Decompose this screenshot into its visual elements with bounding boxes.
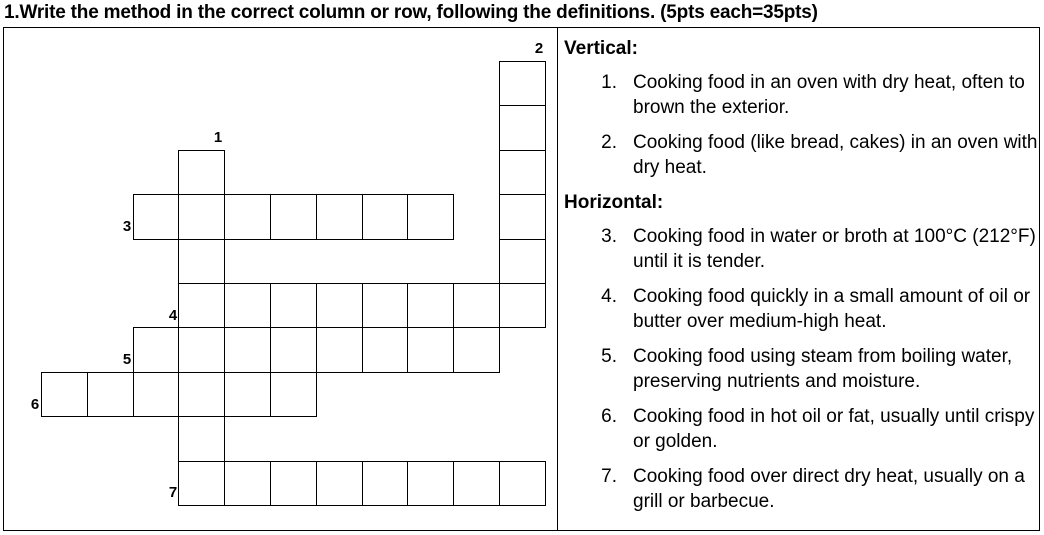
clue-text: Cooking food in water or broth at 100°C (212°F) until it is tender. [633,226,1036,272]
crossword-cell[interactable] [178,372,225,417]
clue-horizontal-7 [564,464,1038,514]
crossword-cell[interactable] [270,372,317,417]
clue-vertical-1 [564,70,1038,120]
clue-horizontal-5 [564,344,1038,394]
crossword-cell[interactable] [133,194,180,239]
clue-horizontal-6 [564,404,1038,454]
clue-text: Cooking food quickly in a small amount of oil or butter over medium-high heat. [633,286,1031,332]
clue-number: 6. [601,406,617,427]
crossword-cell[interactable] [178,194,225,239]
crossword-cell[interactable] [499,283,546,328]
clue-number: 5. [601,346,617,367]
crossword-cell[interactable] [178,150,225,195]
clue-number: 2. [601,132,617,153]
crossword-cell[interactable] [499,461,546,506]
clue-number: 3. [601,226,617,247]
crossword-cell[interactable] [499,150,546,195]
crossword-cell[interactable] [224,283,271,328]
column-divider [557,27,558,531]
crossword-cell[interactable] [224,194,271,239]
crossword-cell[interactable] [499,61,546,106]
crossword-cell[interactable] [133,372,180,417]
clue-horizontal-3 [564,224,1038,274]
crossword-cell[interactable] [316,327,363,372]
crossword-cell[interactable] [316,461,363,506]
clue-number: 7. [601,466,617,487]
clue-text: Cooking food using steam from boiling water, preserving nutrients and moisture. [633,346,1013,392]
clue-vertical-2 [564,130,1038,180]
crossword-cell[interactable] [499,239,546,284]
crossword-cell[interactable] [499,105,546,150]
clue-number: 1. [601,72,617,93]
crossword-cell[interactable] [362,194,409,239]
crossword-cell[interactable] [407,327,454,372]
grid-number-7: 7 [168,484,178,501]
crossword-cell[interactable] [407,461,454,506]
grid-number-1: 1 [213,129,223,146]
crossword-cell[interactable] [453,327,500,372]
crossword-cell[interactable] [407,283,454,328]
crossword-cell[interactable] [316,283,363,328]
crossword-cell[interactable] [87,372,134,417]
vertical-heading: Vertical: [564,38,638,59]
crossword-cell[interactable] [133,327,180,372]
grid-number-3: 3 [122,218,132,235]
crossword-cell[interactable] [499,194,546,239]
clue-text: Cooking food in hot oil or fat, usually until crispy or golden. [633,406,1035,452]
instruction-heading: 1.Write the method in the correct column or row, following the definitions. (5pts each=35pts) [4,2,818,23]
crossword-cell[interactable] [453,461,500,506]
grid-number-2: 2 [534,40,544,57]
crossword-cell[interactable] [41,372,88,417]
crossword-cell[interactable] [178,239,225,284]
clue-text: Cooking food in an oven with dry heat, often to brown the exterior. [633,72,1025,118]
crossword-cell[interactable] [362,461,409,506]
crossword-cell[interactable] [453,283,500,328]
crossword-cell[interactable] [178,327,225,372]
crossword-cell[interactable] [224,461,271,506]
clue-number: 4. [601,286,617,307]
grid-number-6: 6 [30,396,40,413]
grid-number-4: 4 [168,307,178,324]
crossword-cell[interactable] [178,461,225,506]
crossword-cell[interactable] [362,327,409,372]
crossword-cell[interactable] [270,327,317,372]
crossword-cell[interactable] [178,283,225,328]
crossword-cell[interactable] [178,416,225,461]
clue-horizontal-4 [564,284,1038,334]
crossword-cell[interactable] [224,372,271,417]
crossword-cell[interactable] [316,194,363,239]
clue-text: Cooking food (like bread, cakes) in an oven with dry heat. [633,132,1038,178]
crossword-cell[interactable] [407,194,454,239]
crossword-cell[interactable] [270,283,317,328]
clues-panel [564,36,1038,524]
crossword-cell[interactable] [224,327,271,372]
horizontal-heading: Horizontal: [564,192,664,213]
crossword-cell[interactable] [270,194,317,239]
crossword-cell[interactable] [270,461,317,506]
grid-number-5: 5 [122,351,132,368]
crossword-cell[interactable] [362,283,409,328]
clue-text: Cooking food over direct dry heat, usually on a grill or barbecue. [633,466,1025,512]
